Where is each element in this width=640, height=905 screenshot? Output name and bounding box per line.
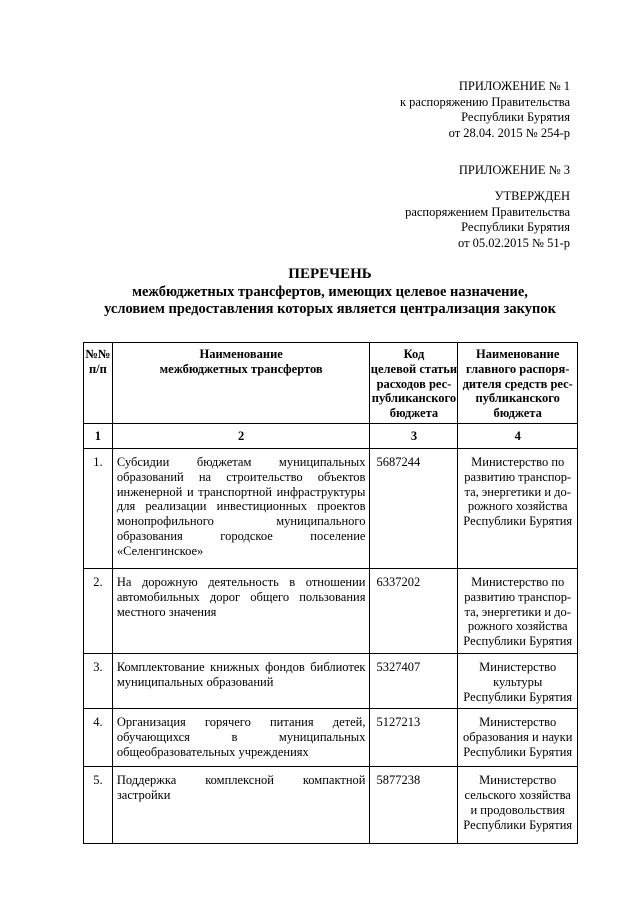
transfer-name: Организация горячего питания детей, обучающихся в муниципальных общеобразовательных учреждениях: [112, 709, 370, 767]
target-code: 5327407: [370, 653, 458, 708]
administrator: [458, 569, 578, 654]
header-org-line: главного распоря-: [466, 361, 570, 376]
table-header-row: [84, 343, 578, 424]
administrator-line: Республики Бурятия: [463, 689, 573, 704]
approved-line: УТВЕРЖДЕН: [494, 189, 570, 203]
administrator: [458, 767, 578, 844]
column-number: 3: [370, 424, 458, 449]
title-line-3: условием предоставления которых является централизация закупок: [104, 301, 556, 317]
approved-line: распоряжением Правительства: [405, 204, 570, 219]
administrator-line: Министерство: [479, 659, 557, 674]
table-row: [84, 709, 578, 767]
header-code-line: Код: [403, 347, 425, 361]
target-code: 5687244: [370, 449, 458, 569]
administrator-line: Министерство по: [471, 455, 565, 469]
row-number: 1.: [84, 449, 113, 569]
appendix-3-text: ПРИЛОЖЕНИЕ № 3: [458, 163, 570, 177]
header-code-line: бюджета: [389, 406, 439, 421]
administrator-line: образования и науки: [462, 730, 573, 745]
appendix-3-label: [459, 163, 570, 179]
administrator-line: развитию транспор-: [464, 469, 572, 484]
row-number: 3.: [84, 653, 113, 708]
header-code: [370, 343, 458, 424]
appendix-1-line: от 28.04. 2015 № 254-р: [448, 125, 570, 140]
header-org-line: бюджета: [493, 406, 542, 421]
target-code: 5127213: [370, 709, 458, 767]
header-org-line: публиканского: [475, 391, 560, 406]
header-org: [458, 343, 578, 424]
row-number: 5.: [84, 767, 113, 844]
document-title: [60, 266, 600, 319]
transfer-name: На дорожную деятельность в отношении автомобильных дорог общего пользования местного значения: [112, 569, 370, 654]
appendix-1-line: Республики Бурятия: [461, 110, 570, 125]
administrator-line: культуры: [493, 674, 543, 689]
administrator-line: Республики Бурятия: [463, 514, 573, 529]
approved-block: [405, 189, 570, 251]
transfer-name: Комплектование книжных фондов библиотек муниципальных образований: [112, 653, 370, 708]
target-code: 5877238: [370, 767, 458, 844]
table-row: [84, 449, 578, 569]
header-code-line: публиканского: [371, 391, 457, 406]
header-code-line: целевой статьи: [370, 361, 458, 376]
administrator: [458, 653, 578, 708]
table-row: [84, 653, 578, 708]
administrator-line: и продовольствия: [470, 802, 565, 817]
administrator-line: рожного хозяйства: [467, 619, 568, 634]
target-code: 6337202: [370, 569, 458, 654]
title-line-2: межбюджетных трансфертов, имеющих целевое назначение,: [132, 283, 528, 300]
header-num: [84, 343, 113, 424]
header-name-line: Наименование: [199, 347, 283, 361]
appendix-1-line: к распоряжению Правительства: [399, 94, 570, 109]
title-line-1: ПЕРЕЧЕНЬ: [288, 266, 372, 282]
header-org-line: дителя средств рес-: [462, 376, 573, 391]
appendix-1-block: [400, 79, 570, 141]
administrator-line: Республики Бурятия: [463, 744, 573, 759]
header-name: [112, 343, 370, 424]
administrator-line: Министерство: [479, 773, 557, 788]
administrator: [458, 449, 578, 569]
administrator-line: Республики Бурятия: [463, 634, 573, 649]
administrator-line: Министерство по: [471, 575, 565, 589]
row-number: 2.: [84, 569, 113, 654]
column-number-row: [84, 424, 578, 449]
administrator-line: Министерство: [479, 715, 557, 730]
table-row: [84, 767, 578, 844]
approved-line: Республики Бурятия: [461, 220, 570, 235]
administrator-line: сельского хозяйства: [464, 788, 571, 803]
column-number: 2: [112, 424, 370, 449]
appendix-1-line: ПРИЛОЖЕНИЕ № 1: [458, 79, 570, 93]
administrator: [458, 709, 578, 767]
transfers-table: [83, 342, 578, 844]
approved-line: от 05.02.2015 № 51-р: [457, 235, 570, 250]
column-number: 4: [458, 424, 578, 449]
table-row: [84, 569, 578, 654]
header-code-line: расходов рес-: [376, 376, 452, 391]
header-name-line: межбюджетных трансфертов: [159, 361, 323, 376]
column-number: 1: [84, 424, 113, 449]
administrator-line: та, энергетики и до-: [464, 604, 571, 619]
administrator-line: Республики Бурятия: [463, 817, 573, 832]
administrator-line: та, энергетики и до-: [464, 484, 571, 499]
transfer-name: Поддержка комплексной компактной застройки: [112, 767, 370, 844]
row-number: 4.: [84, 709, 113, 767]
administrator-line: рожного хозяйства: [467, 499, 568, 514]
transfer-name: Субсидии бюджетам муниципальных образований на строительство объектов инженерной и транспортной инфраструктуры для реализации инвестиционных проектов монопрофильного муниципального образования городское поселение «Селенгинское»: [112, 449, 370, 569]
header-num-line: п/п: [88, 361, 107, 376]
header-num-line: №№: [85, 347, 111, 361]
header-org-line: Наименование: [476, 347, 560, 361]
administrator-line: развитию транспор-: [464, 589, 572, 604]
